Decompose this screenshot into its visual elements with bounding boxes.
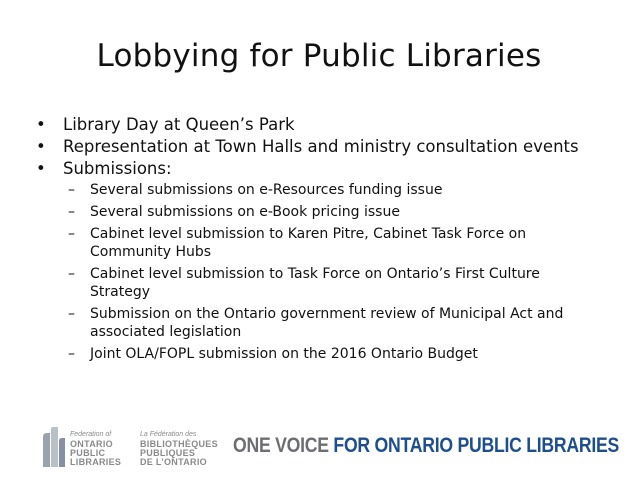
logo-en-2: PUBLIC: [70, 448, 106, 458]
dash-icon: –: [68, 306, 75, 322]
sub-bullet-item: [36, 181, 596, 199]
bullet-text: Submissions:: [63, 159, 172, 178]
tagline-blue: FOR ONTARIO PUBLIC LIBRARIES: [333, 434, 620, 457]
bullet-icon: •: [36, 115, 46, 134]
bullet-text: Representation at Town Halls and ministry consultation events: [63, 137, 579, 156]
bullet-item: [36, 136, 596, 157]
logo-fr-1: BIBLIOTHÈQUES: [140, 439, 218, 449]
dash-icon: –: [68, 182, 75, 198]
dash-icon: –: [68, 346, 75, 362]
sub-bullet-list: [36, 181, 596, 363]
sub-bullet-text: Joint OLA/FOPL submission on the 2016 Ontario Budget: [90, 346, 478, 362]
bullet-text: Library Day at Queen’s Park: [63, 115, 295, 134]
sub-bullet-item: [36, 203, 596, 221]
dash-icon: –: [68, 226, 75, 242]
sub-bullet-item: [36, 265, 596, 301]
sub-bullet-item: [36, 225, 596, 261]
fopl-logo: [40, 427, 230, 469]
bullet-item: [36, 158, 596, 179]
sub-bullet-text: Cabinet level submission to Karen Pitre, Cabinet Task Force on Community Hubs: [90, 226, 527, 260]
sub-bullet-item: [36, 305, 596, 341]
bullet-icon: •: [36, 159, 46, 178]
sub-bullet-text: Submission on the Ontario government review of Municipal Act and associated legislation: [90, 306, 564, 340]
logo-fr-2: PUBLIQUES: [140, 448, 196, 458]
bullet-icon: •: [36, 137, 46, 156]
logo-fr-small: La Fédération des: [140, 431, 197, 438]
sub-bullet-text: Several submissions on e-Book pricing issue: [90, 204, 400, 220]
logo-fr-3: DE L’ONTARIO: [140, 457, 207, 467]
fopl-logo-mark-icon: [40, 427, 68, 469]
logo-en-1: ONTARIO: [70, 439, 113, 449]
logo-en-small: Federation of: [70, 431, 112, 438]
logo-en-3: LIBRARIES: [70, 457, 122, 467]
bullet-item: [36, 114, 596, 135]
sub-bullet-text: Cabinet level submission to Task Force on Ontario’s First Culture Strategy: [90, 266, 540, 300]
dash-icon: –: [68, 266, 75, 282]
tagline-grey: ONE VOICE: [233, 434, 329, 457]
dash-icon: –: [68, 204, 75, 220]
slide-content: [36, 114, 596, 367]
footer-tagline: [233, 434, 619, 458]
slide-footer: [0, 418, 638, 473]
sub-bullet-text: Several submissions on e-Resources funding issue: [90, 182, 443, 198]
sub-bullet-item: [36, 345, 596, 363]
slide-title: Lobbying for Public Libraries: [96, 38, 542, 74]
